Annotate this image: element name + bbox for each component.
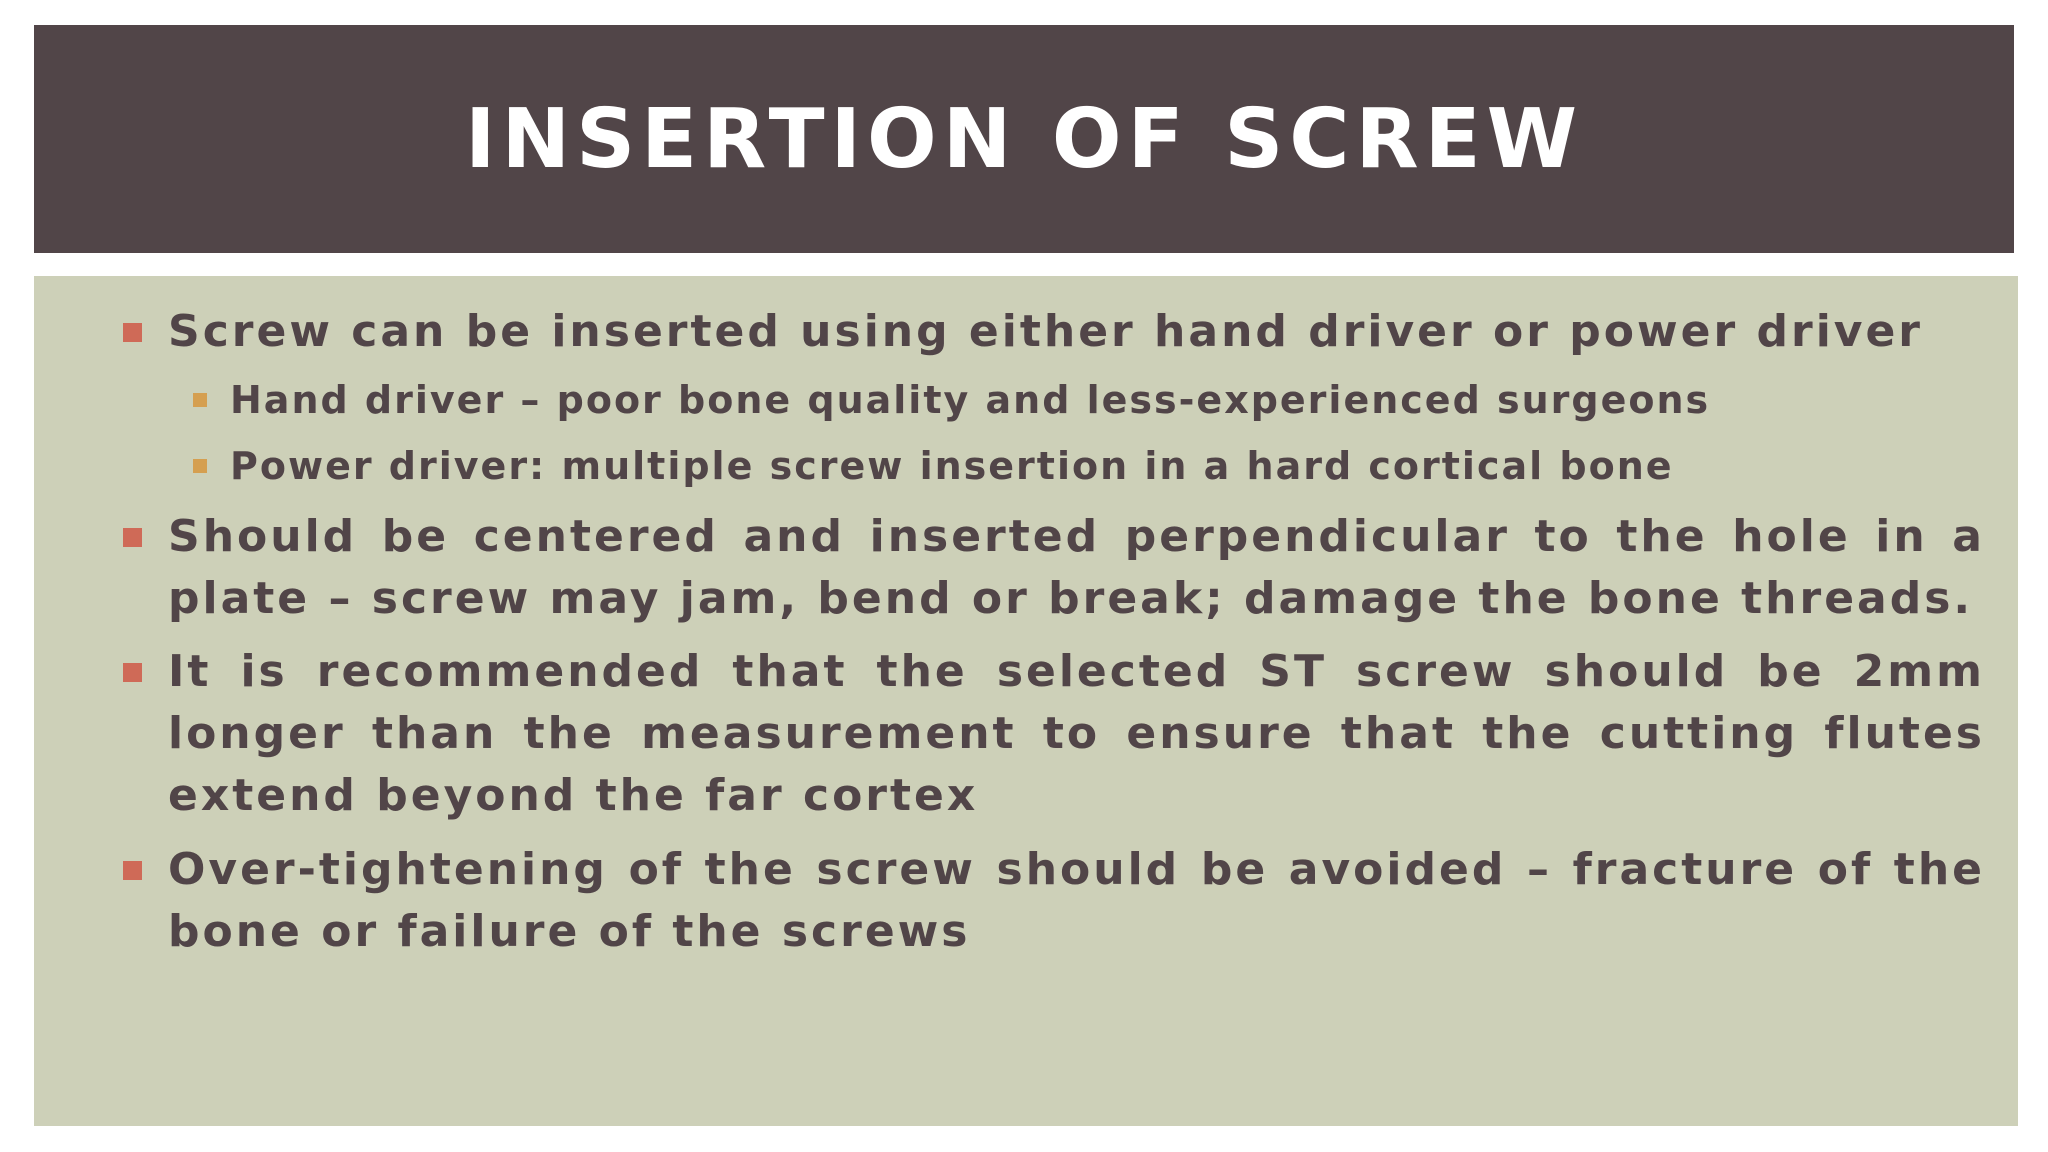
title-bar: [34, 25, 2014, 253]
slide-title: INSERTION OF SCREW: [464, 92, 1584, 187]
bullet-square-icon: [123, 663, 142, 682]
bullet-item-3: It is recommended that the selected ST screw should be 2mm longer than the measurement to ensure that the cutting flutes extend beyond the far cortex: [168, 646, 1985, 821]
sub-bullet-square-icon: [193, 459, 207, 473]
sub-bullet-item-2: Power driver: multiple screw insertion in a hard cortical bone: [230, 444, 1674, 488]
bullet-square-icon: [123, 861, 142, 880]
bullet-item-1: Screw can be inserted using either hand driver or power driver: [168, 306, 1924, 357]
bullet-item-2: Should be centered and inserted perpendicular to the hole in a plate – screw may jam, bend or break; damage the bone threads.: [168, 511, 1985, 624]
sub-bullet-square-icon: [193, 393, 207, 407]
bullet-item-4: Over-tightening of the screw should be avoided – fracture of the bone or failure of the screws: [168, 844, 1985, 957]
bullet-list: [34, 276, 2018, 1126]
content-panel: [34, 276, 2018, 1126]
bullet-square-icon: [123, 528, 142, 547]
bullet-square-icon: [123, 323, 142, 342]
sub-bullet-item-1: Hand driver – poor bone quality and less-experienced surgeons: [230, 378, 1711, 422]
